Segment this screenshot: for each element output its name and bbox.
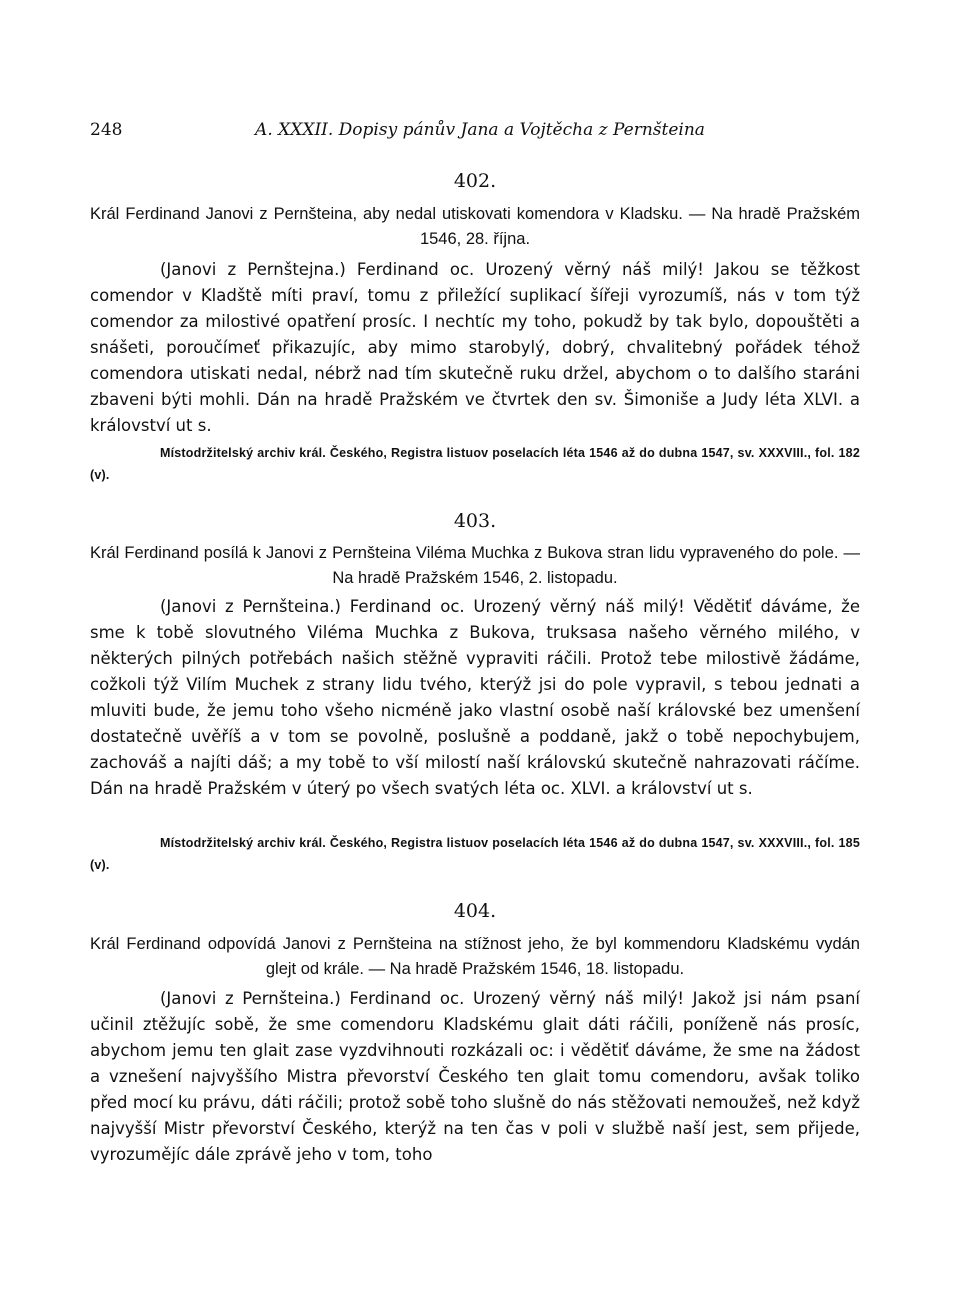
document-text-404: (Janovi z Pernšteina.) Ferdinand oc. Urozený věrný náš milý! Jakož jsi nám psaní učinil ztěžujíc sobě, že sme comendoru Kladskému glait dáti ráčili, poníženě nás prosíc, abychom jemu ten glait zase vyzdvihnouti rozkázali oc: i vědětiť dáváme, že sme na žádost a vznešení najvyššího Mistra převorství Českého ten glait tomu comendoru, avšak toliko před mocí ku právu, dáti ráčili; protož sobě toho slušně do nás stěžovati nemoužeš, než když najvyšší Mistr převorství Českého, kterýž na ten čas v poli v službě naší jest, sem přijede, vyrozumějíc dále zprávě jeho v tom, toho xyxy=(90,989,860,1164)
document-text-402: (Janovi z Pernštejna.) Ferdinand oc. Urozený věrný náš milý! Jakou se těžkost comendor v Kladště míti praví, tomu z přiležící suplikací šířeji vyrozumíš, nás v tom týž comendor za milostivé opatření prosíc. I nechtíc my toho, pokudž by tak bylo, dopouštěti a snášeti, poroučímeť přikazujíc, aby mimo starobylý, dobrý, chvalitebný pořádek téhož comendora utiskati nedal, nébrž nad tím skutečně ruku držel, abychom o to dalšího staráni zbaveni býti mohli. Dán na hradě Pražském ve čtvrtek den sv. Šimoniše a Judy léta XLVI. a království ut s. xyxy=(90,260,860,435)
document-number-402: 402. xyxy=(453,170,497,192)
document-summary-403: Král Ferdinand posílá k Janovi z Pernšteina Viléma Muchka z Bukova stran lidu vypraveného do pole. — Na hradě Pražském 1546, 2. listopadu. xyxy=(90,544,860,587)
document-summary-402: Král Ferdinand Janovi z Pernšteina, aby nedal utiskovati komendora v Kladsku. — Na hradě Pražském 1546, 28. října. xyxy=(90,205,860,248)
document-number-404: 404. xyxy=(453,900,497,922)
page-header xyxy=(90,120,870,144)
document-source-402: Místodržitelský archiv král. Českého, Registra listuov poselacích léta 1546 až do dubna 1547, sv. XXXVIII., fol. 182 (v). xyxy=(90,446,860,482)
document-text-403: (Janovi z Pernšteina.) Ferdinand oc. Urozený věrný náš milý! Vědětiť dáváme, že sme k tobě slovutného Viléma Muchka z Bukova, truksasa našeho věrného milého, v některých pilných potřebách našich stěžně vypraviti ráčili. Protož tebe milostivě žádáme, cožkoli týž Vilím Muchek z strany lidu tvého, kterýž jsi do pole vypravil, s tebou jednati a mluviti bude, že jemu toho všeho nicméně jako vlastní osobě naší královské bez umenšení dostatečně uvěříš a v tom se povolně, poslušně a poddaně, jakž o tobě nepochybujem, zachováš a najíti dáš; a my tobě to vší milostí naší královskú skutečně nahrazovati ráčíme. Dán na hradě Pražském v úterý po všech svatých léta oc. XLVI. a království ut s. xyxy=(90,597,860,798)
document-summary-404: Král Ferdinand odpovídá Janovi z Pernšteina na stížnost jeho, že byl kommendoru Kladskému vydán glejt od krále. — Na hradě Pražském 1546, 18. listopadu. xyxy=(90,935,860,978)
page-number: 248 xyxy=(90,120,123,140)
document-source-403: Místodržitelský archiv král. Českého, Registra listuov poselacích léta 1546 až do dubna 1547, sv. XXXVIII., fol. 185 (v). xyxy=(90,836,860,872)
running-title: A. XXXII. Dopisy pánův Jana a Vojtěcha z Pernšteina xyxy=(255,120,705,140)
document-number-403: 403. xyxy=(453,510,497,532)
